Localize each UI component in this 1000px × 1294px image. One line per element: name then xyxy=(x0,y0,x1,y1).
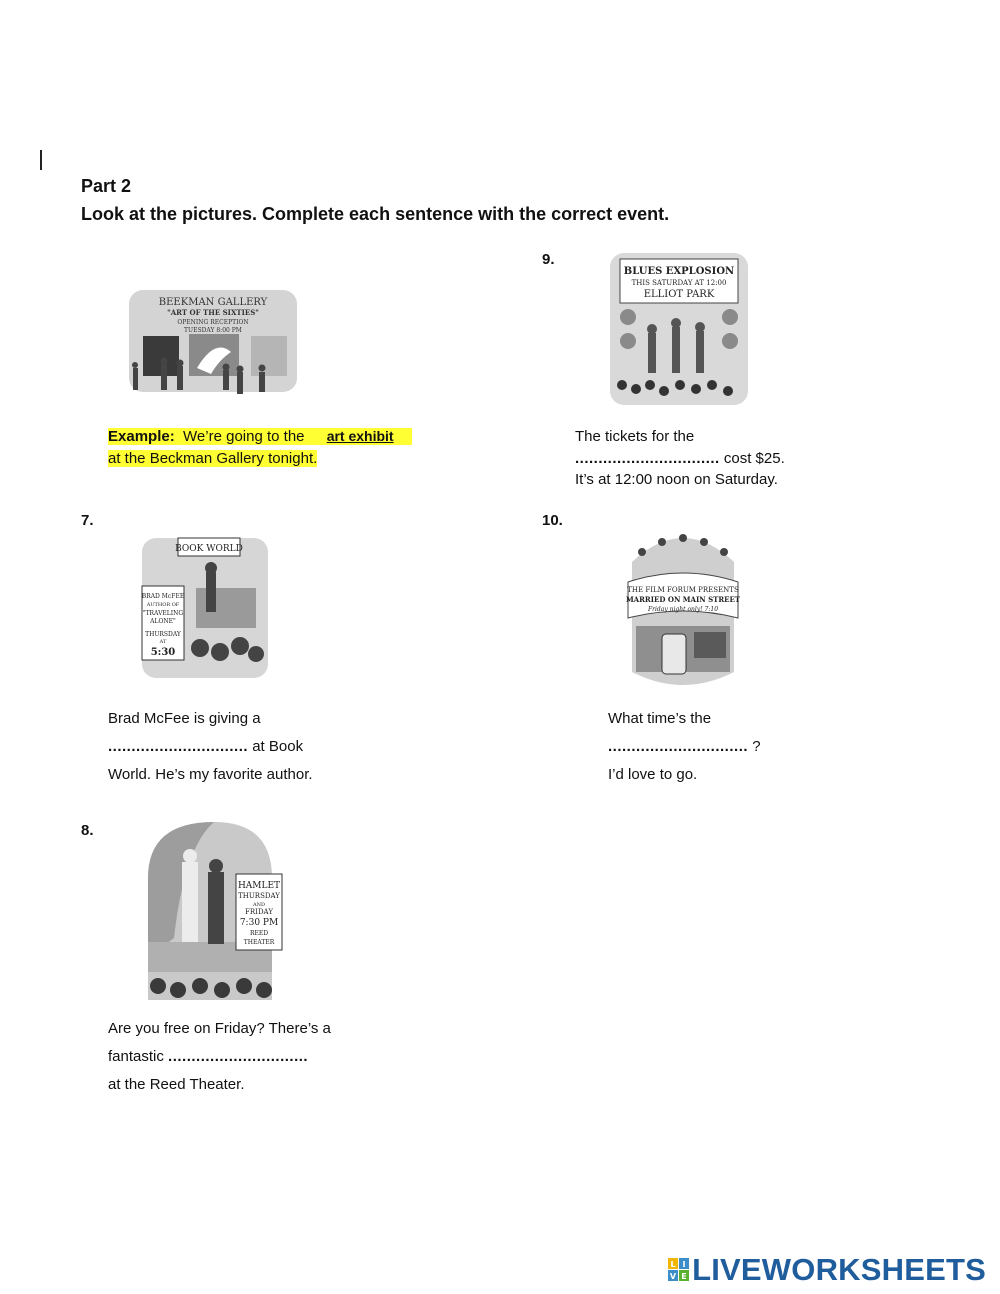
svg-text:AND: AND xyxy=(253,902,265,908)
text-cursor xyxy=(40,150,42,170)
example-text1: We’re going to the xyxy=(183,428,305,445)
example-line2 xyxy=(108,448,317,469)
book-reading-picture xyxy=(140,528,270,680)
svg-text:THURSDAY: THURSDAY xyxy=(145,631,181,638)
q7-line2 xyxy=(108,736,303,757)
concert-sign-line2: THIS SATURDAY AT 12:00 xyxy=(631,279,727,287)
liveworksheets-logo[interactable] xyxy=(668,1252,986,1288)
theater-sign-line3: Friday night only! 7:10 xyxy=(647,606,719,613)
concert-sign-line1: BLUES EXPLOSION xyxy=(623,266,735,277)
q10-line3: I’d love to go. xyxy=(608,766,698,783)
svg-text:BRAD McFEE: BRAD McFEE xyxy=(141,593,185,600)
svg-text:L: L xyxy=(670,1260,676,1269)
q7-line2-after: at Book xyxy=(252,738,304,755)
q8-line2-before: fantastic xyxy=(108,1048,164,1065)
q7-line3: World. He’s my favorite author. xyxy=(108,766,313,783)
movie-theater-picture xyxy=(622,522,744,692)
theater-sign-line1: THE FILM FORUM PRESENTS xyxy=(627,586,739,594)
question-number-9: 9. xyxy=(542,251,555,268)
q7-line1: Brad McFee is giving a xyxy=(108,710,261,727)
svg-text:V: V xyxy=(670,1272,677,1281)
instructions: Look at the pictures. Complete each sentence with the correct event. xyxy=(81,204,670,224)
example-line1 xyxy=(108,426,412,447)
q9-line2-after: cost $25. xyxy=(723,450,785,467)
q10-line2-after: ? xyxy=(752,738,761,755)
concert-sign-line3: ELLIOT PARK xyxy=(643,289,715,300)
svg-text:AT: AT xyxy=(159,639,167,645)
q8-line3: at the Reed Theater. xyxy=(108,1076,245,1093)
q9-line1: The tickets for the xyxy=(575,428,695,445)
gallery-sign-line3: OPENING RECEPTION xyxy=(177,319,249,326)
gallery-sign-line1: BEEKMAN GALLERY xyxy=(158,297,268,308)
theater-sign-line2: MARRIED ON MAIN STREET xyxy=(625,595,741,604)
svg-text:AUTHOR OF: AUTHOR OF xyxy=(146,602,180,608)
q7-blank[interactable]: .............................. xyxy=(108,738,249,755)
bookstore-sign: BOOK WORLD xyxy=(175,544,243,554)
example-label: Example: xyxy=(108,428,175,445)
q8-blank[interactable]: .............................. xyxy=(168,1048,309,1065)
concert-picture xyxy=(608,251,750,411)
gallery-sign-line2: "ART OF THE SIXTIES" xyxy=(167,308,259,317)
svg-text:FRIDAY: FRIDAY xyxy=(245,908,273,916)
q8-line1: Are you free on Friday? There’s a xyxy=(108,1020,331,1037)
gallery-picture xyxy=(127,288,299,410)
svg-text:REED: REED xyxy=(249,930,269,937)
svg-text:E: E xyxy=(681,1272,687,1281)
liveworksheets-logo-icon xyxy=(668,1258,690,1282)
svg-text:I: I xyxy=(682,1260,686,1269)
svg-text:5:30: 5:30 xyxy=(150,647,176,658)
q10-line2 xyxy=(608,736,761,757)
q9-line2 xyxy=(575,448,785,469)
gallery-sign-line4: TUESDAY 8:00 PM xyxy=(184,327,242,334)
svg-text:ALONE": ALONE" xyxy=(150,618,176,625)
question-number-7: 7. xyxy=(81,512,94,529)
q8-line2 xyxy=(108,1046,308,1067)
q9-line3: It’s at 12:00 noon on Saturday. xyxy=(575,471,778,488)
q10-line1: What time’s the xyxy=(608,710,712,727)
question-number-10: 10. xyxy=(542,512,563,529)
play-picture xyxy=(144,818,286,1004)
part-title: Part 2 xyxy=(81,176,132,196)
svg-text:THURSDAY: THURSDAY xyxy=(238,892,280,900)
svg-text:7:30 PM: 7:30 PM xyxy=(239,918,279,928)
liveworksheets-logo-text: LIVEWORKSHEETS xyxy=(692,1252,986,1287)
svg-text:THEATER: THEATER xyxy=(243,939,275,946)
example-text2: at the Beckman Gallery tonight. xyxy=(108,450,318,467)
example-answer: art exhibit xyxy=(326,428,394,444)
q9-blank[interactable]: ............................... xyxy=(575,450,720,467)
svg-text:"TRAVELING: "TRAVELING xyxy=(142,610,184,617)
q10-blank[interactable]: .............................. xyxy=(608,738,749,755)
question-number-8: 8. xyxy=(81,822,94,839)
svg-text:HAMLET: HAMLET xyxy=(237,881,281,891)
